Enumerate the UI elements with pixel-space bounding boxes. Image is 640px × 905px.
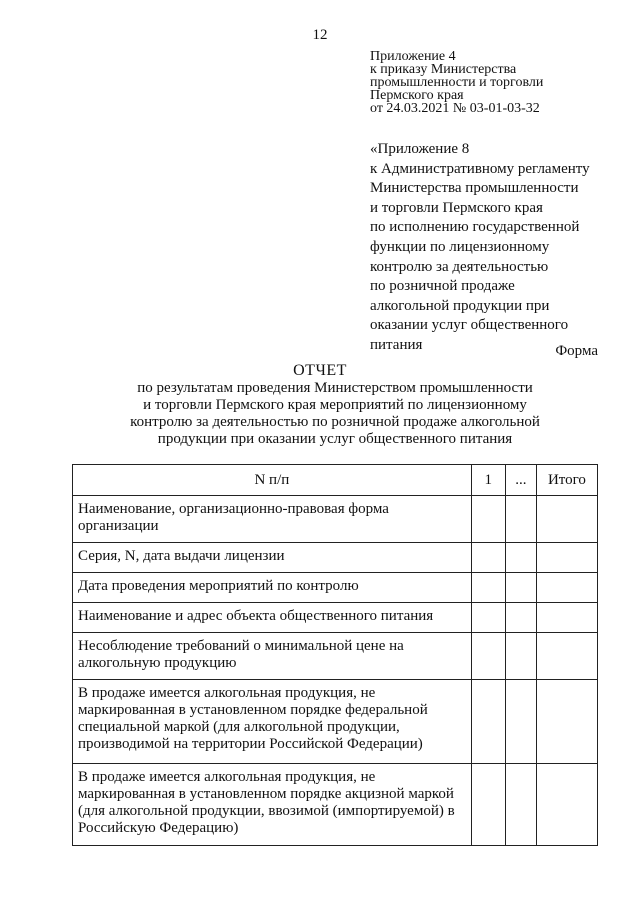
report-table xyxy=(72,464,598,846)
cell-empty xyxy=(471,543,505,573)
cell-empty xyxy=(536,543,597,573)
cell-empty xyxy=(536,573,597,603)
cell-empty xyxy=(536,764,597,846)
cell-empty xyxy=(471,603,505,633)
cell-empty xyxy=(471,496,505,543)
cell-empty xyxy=(536,496,597,543)
cell-empty xyxy=(505,496,536,543)
table-row xyxy=(73,680,598,764)
cell-empty xyxy=(471,680,505,764)
header-column-1: 1 xyxy=(471,465,505,496)
cell-empty xyxy=(471,573,505,603)
cell-empty xyxy=(505,543,536,573)
cell-empty xyxy=(505,603,536,633)
table-row xyxy=(73,543,598,573)
header-ellipsis: ... xyxy=(505,465,536,496)
header-total: Итого xyxy=(536,465,597,496)
row-label: Дата проведения мероприятий по контролю xyxy=(73,573,472,603)
regulation-line: по розничной продаже xyxy=(370,278,515,295)
row-label: В продаже имеется алкогольная продукция, не маркированная в установленном порядке акцизной маркой (для алкогольной продукции, ввозимой (импортируемой) в Российскую Федерацию) xyxy=(73,764,472,846)
table-header-row xyxy=(73,465,598,496)
regulation-line: к Административному регламенту xyxy=(370,160,590,177)
form-label: Форма xyxy=(555,343,598,359)
cell-empty xyxy=(471,764,505,846)
regulation-line: «Приложение 8 xyxy=(370,141,470,157)
subtitle-line: контролю за деятельностью по розничной продаже алкогольной xyxy=(130,414,540,430)
cell-empty xyxy=(536,680,597,764)
regulation-line: по исполнению государственной xyxy=(370,219,580,236)
header-number: N п/п xyxy=(73,465,472,496)
appendix-reference xyxy=(370,50,543,115)
cell-empty xyxy=(505,573,536,603)
regulation-line: контролю за деятельностью xyxy=(370,258,549,275)
regulation-reference xyxy=(370,140,590,356)
row-label: Наименование, организационно-правовая форма организации xyxy=(73,496,472,543)
appendix-line: Пермского края xyxy=(370,88,464,103)
appendix-line: Приложение 4 xyxy=(370,49,456,64)
table-row xyxy=(73,764,598,846)
row-label: В продаже имеется алкогольная продукция, не маркированная в установленном порядке федеральной специальной маркой (для алкогольной продукции, производимой на территории Российской Федерации) xyxy=(73,680,472,764)
row-label: Серия, N, дата выдачи лицензии xyxy=(73,543,472,573)
regulation-line: алкогольной продукции при xyxy=(370,297,550,314)
report-heading: ОТЧЕТ xyxy=(293,362,347,379)
subtitle-line: продукции при оказании услуг общественного питания xyxy=(157,431,513,447)
table-row xyxy=(73,633,598,680)
regulation-line: оказании услуг общественного xyxy=(370,317,569,334)
page-number: 12 xyxy=(312,27,328,43)
table-row xyxy=(73,573,598,603)
cell-empty xyxy=(536,633,597,680)
cell-empty xyxy=(505,633,536,680)
cell-empty xyxy=(471,633,505,680)
table-row xyxy=(73,603,598,633)
appendix-line: промышленности и торговли xyxy=(370,75,544,90)
subtitle-line: по результатам проведения Министерством промышленности xyxy=(137,380,533,396)
regulation-line: Министерства промышленности xyxy=(370,180,579,197)
regulation-line: функции по лицензионному xyxy=(370,238,550,255)
cell-empty xyxy=(505,680,536,764)
subtitle-line: и торговли Пермского края мероприятий по лицензионному xyxy=(143,397,527,413)
cell-empty xyxy=(536,603,597,633)
appendix-line: от 24.03.2021 № 03-01-03-32 xyxy=(370,101,540,116)
report-subtitle xyxy=(0,380,640,448)
table-row xyxy=(73,496,598,543)
cell-empty xyxy=(505,764,536,846)
row-label: Наименование и адрес объекта общественного питания xyxy=(73,603,472,633)
row-label: Несоблюдение требований о минимальной цене на алкогольную продукцию xyxy=(73,633,472,680)
regulation-line: и торговли Пермского края xyxy=(370,199,543,216)
appendix-line: к приказу Министерства xyxy=(370,62,517,77)
regulation-line: питания xyxy=(370,336,423,353)
